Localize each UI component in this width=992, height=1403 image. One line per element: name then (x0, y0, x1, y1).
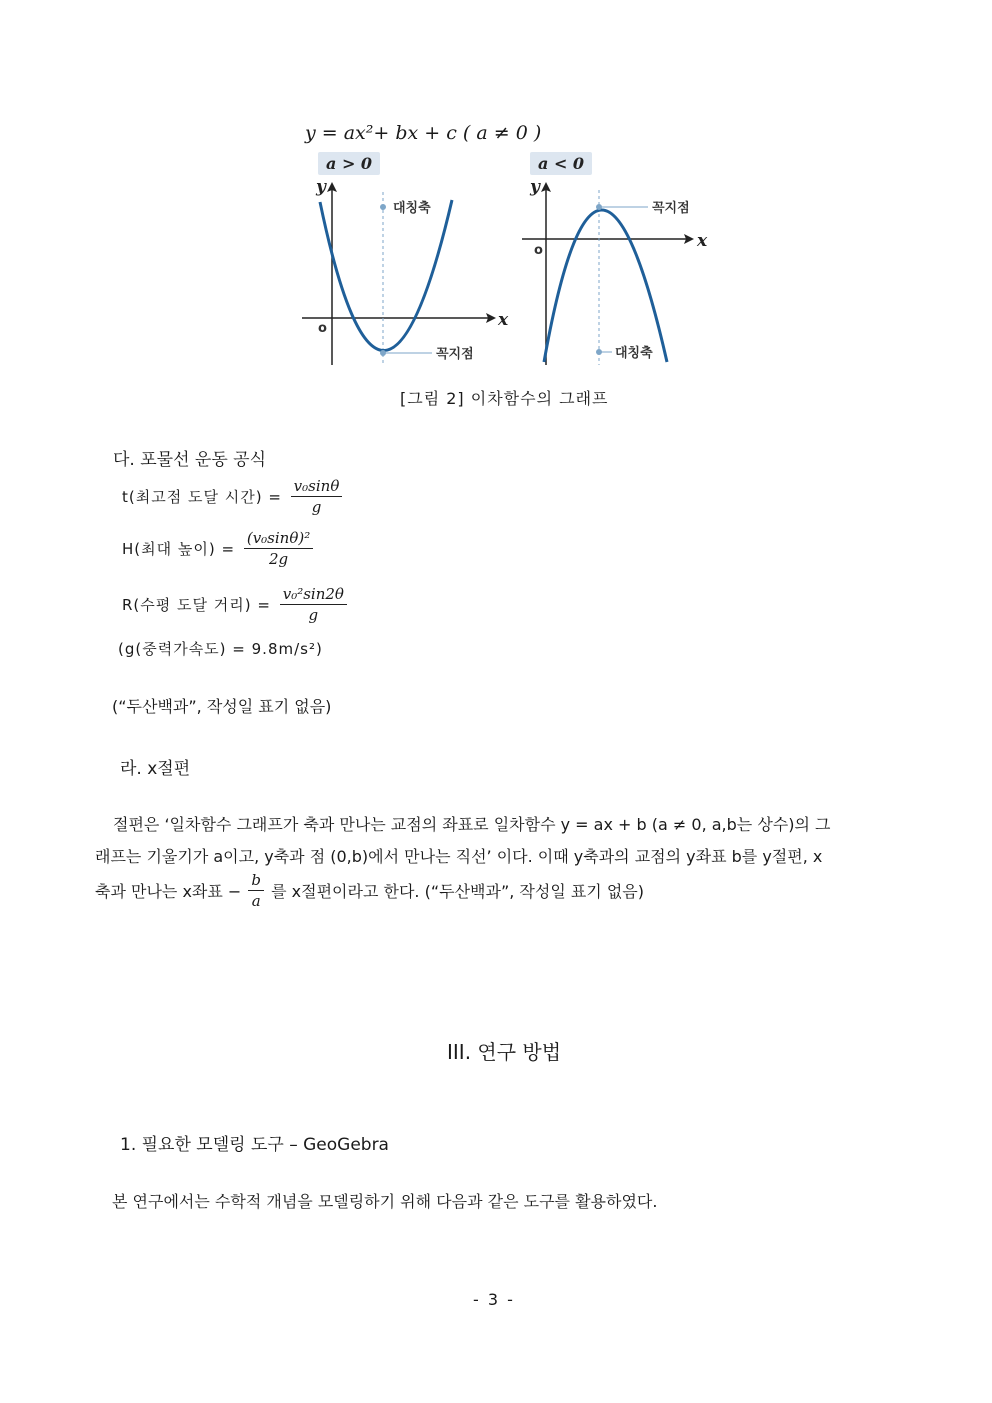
formula-range-numerator: v₀²sin2θ (280, 584, 347, 605)
x-intercept-fraction (248, 870, 264, 911)
x-intercept-denominator: a (251, 892, 261, 910)
parabola-figure (290, 170, 730, 370)
formula-height-lhs: H(최대 높이) = (122, 540, 236, 558)
right-graph (522, 177, 708, 365)
subsection-body: 본 연구에서는 수학적 개념을 모델링하기 위해 다음과 같은 도구를 활용하였다. (112, 1192, 658, 1211)
formula-time-denominator: g (311, 498, 322, 516)
left-parabola-curve (320, 200, 452, 351)
formula-height (122, 528, 317, 569)
left-origin-label: o (318, 321, 327, 336)
subsection-heading: 1. 필요한 모델링 도구 – GeoGebra (120, 1135, 389, 1155)
section-ra-heading: 라. x절편 (120, 759, 191, 779)
formula-range-fraction (280, 584, 347, 625)
left-vertex-label: 꼭지점 (436, 347, 474, 362)
section-ra-line3 (95, 870, 644, 911)
x-intercept-numerator: b (248, 870, 264, 891)
section-da-heading: 다. 포물선 운동 공식 (113, 450, 266, 470)
left-symmetry-point (380, 204, 386, 210)
left-graph-badge: a > 0 (318, 152, 380, 175)
left-x-label: x (498, 310, 509, 330)
section-ra-line3-end: 를 x절편이라고 한다. (“두산백과”, 작성일 표기 없음) (271, 882, 645, 901)
section-ra-line1: 절편은 ‘일차함수 그래프가 축과 만나는 교점의 좌표로 일차함수 y = ax + b (a ≠ 0, a,b는 상수)의 그 (113, 815, 831, 834)
section-ra-line3-start: 축과 만나는 x좌표 − (95, 882, 242, 901)
figure-equation: y = ax²+ bx + c ( a ≠ 0 ) (305, 122, 542, 144)
formula-time-lhs: t(최고점 도달 시간) = (122, 488, 282, 506)
right-origin-label: o (534, 243, 543, 258)
section-ra-line2: 래프는 기울기가 a이고, y축과 점 (0,b)에서 만나는 직선’ 이다. 이때 y축과의 교점의 y좌표 b를 y절편, x (95, 847, 823, 866)
section-da-source: (“두산백과”, 작성일 표기 없음) (112, 697, 332, 716)
left-y-label: y (316, 177, 326, 197)
page-number: - 3 - (473, 1290, 515, 1309)
formula-height-fraction (244, 528, 313, 569)
formula-time (122, 476, 346, 517)
right-x-label: x (697, 231, 708, 251)
right-graph-badge: a < 0 (530, 152, 592, 175)
right-vertex-label: 꼭지점 (652, 201, 690, 216)
right-parabola-curve (544, 210, 667, 362)
formula-range-lhs: R(수평 도달 거리) = (122, 596, 271, 614)
figure-caption: [그림 2] 이차함수의 그래프 (400, 389, 609, 408)
gravity-note: (g(중력가속도) = 9.8m/s²) (118, 640, 323, 658)
formula-height-denominator: 2g (268, 550, 289, 568)
chapter-title: III. 연구 방법 (447, 1040, 562, 1064)
left-symmetry-label: 대칭축 (393, 201, 431, 216)
right-symmetry-label: 대칭축 (615, 346, 653, 361)
formula-time-numerator: v₀sinθ (291, 476, 343, 497)
left-graph (302, 177, 509, 365)
formula-time-fraction (291, 476, 343, 517)
formula-height-numerator: (v₀sinθ)² (244, 528, 313, 549)
formula-range-denominator: g (308, 606, 319, 624)
right-y-label: y (530, 177, 540, 197)
formula-range (122, 584, 351, 625)
